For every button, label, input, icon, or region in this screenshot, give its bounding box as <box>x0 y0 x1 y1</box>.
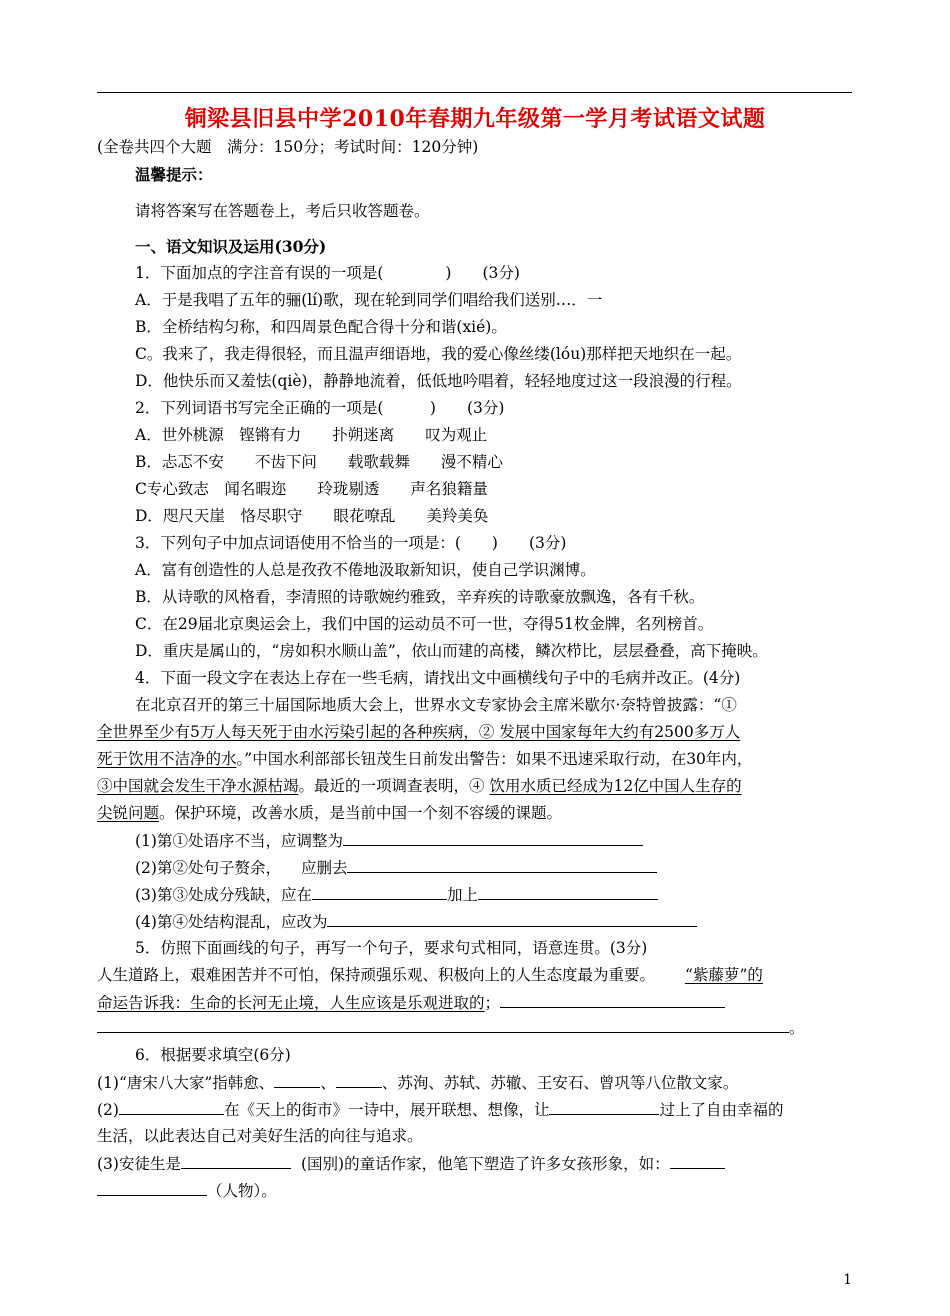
exam-title: 铜梁县旧县中学2010年春期九年级第一学月考试语文试题 <box>184 106 766 132</box>
q5-underlined-a: “紫藤萝”的 <box>685 966 763 984</box>
q6-item1-text: (1)“唐宋八大家”指韩愈、 <box>97 1074 275 1092</box>
q6-item2-text: 在《天上的街市》一诗中，展开联想、想像，让 <box>223 1101 550 1119</box>
q4-sub2-answer-blank[interactable] <box>347 856 657 873</box>
q3-option-c: C．在29届北京奥运会上，我们中国的运动员不可一世，夺得51枚金牌，名列榜首。 <box>135 615 714 633</box>
q3-option-a: A．富有创造性的人总是孜孜不倦地汲取新知识，使自己学识渊博。 <box>135 561 596 579</box>
q1-option-b: B．全桥结构匀称，和四周景色配合得十分和谐(xié)。 <box>135 318 507 336</box>
q4-sub2-label: (2)第②处句子赘余， <box>135 859 281 877</box>
q2-option-d: D．咫尺天崖 恪尽职守 眼花嘹乱 美羚美奂 <box>135 507 489 525</box>
q4-sub1 <box>135 829 643 852</box>
q4-passage-line2: 全世界至少有5万人每天死于由水污染引起的各种疾病，② 发展中国家每年大约有2500多万人 <box>97 723 741 741</box>
q4-underlined-3: ③中国就会发生干净水源枯竭 <box>97 777 299 795</box>
q4-sub3-blank-b[interactable] <box>478 883 658 900</box>
q5-answer-blank-2[interactable] <box>97 1016 789 1033</box>
q6-blank-3[interactable] <box>119 1098 224 1115</box>
q4-passage-text: 。保护环境，改善水质，是当前中国一个刻不容缓的课题。 <box>159 804 563 822</box>
tip-heading: 温馨提示： <box>135 165 213 184</box>
q6-item3-text: (国别)的童话作家，他笔下塑造了许多女孩形象，如： <box>300 1155 670 1173</box>
q4-sub4 <box>135 910 697 933</box>
q6-blank-2[interactable] <box>336 1071 382 1088</box>
q5-semicolon: ； <box>484 994 501 1012</box>
q4-underlined-4: 饮用水质已经成为12亿中国人生存的 <box>489 777 742 795</box>
q4-underlined-4b: 尖锐问题 <box>97 804 160 822</box>
q2-option-c: C专心致志 闻名暇迩 玲珑剔透 声名狼籍量 <box>135 480 488 498</box>
q6-item1-sep: 、 <box>320 1074 336 1092</box>
q6-stem: 6．根据要求填空(6分) <box>135 1046 291 1064</box>
q6-blank-1[interactable] <box>274 1071 320 1088</box>
q6-item1 <box>97 1071 738 1094</box>
q3-stem: 3．下列句子中加点词语使用不恰当的一项是：( ) (3分) <box>135 534 567 552</box>
q4-passage-text: 。”中国水利部部长钮茂生日前发出警告：如果不迅速采取行动，在30年内， <box>236 750 753 768</box>
q6-item3-cont <box>97 1179 277 1202</box>
tip-text: 请将答案写在答题卷上，考后只收答题卷。 <box>135 202 430 220</box>
q4-sub3-label-b: 加上 <box>446 886 478 904</box>
q4-passage-line4 <box>97 775 742 797</box>
header-rule <box>97 92 852 93</box>
q4-sub3 <box>135 883 658 906</box>
q3-option-d: D．重庆是属山的，“房如积水顺山盖”，依山而建的高楼，鳞次栉比，层层叠叠，高下掩映。 <box>135 642 768 660</box>
q1-stem: 1．下面加点的字注音有误的一项是( ) (3分) <box>135 264 520 282</box>
q4-passage-line5 <box>97 802 562 824</box>
q6-blank-7[interactable] <box>97 1179 207 1196</box>
q4-passage-line1: 在北京召开的第三十届国际地质大会上，世界水文专家协会主席米歇尔·奈特曾披露：“① <box>135 696 737 714</box>
exam-subtitle: (全卷共四个大题 满分：150分；考试时间：120分钟) <box>97 138 479 156</box>
q6-blank-4[interactable] <box>549 1098 659 1115</box>
q6-item2-cont: 生活，以此表达自己对美好生活的向往与追求。 <box>97 1127 423 1145</box>
page-number: 1 <box>843 1272 852 1288</box>
q4-sub4-label: (4)第④处结构混乱，应改为 <box>135 913 328 931</box>
q4-sub1-answer-blank[interactable] <box>343 829 643 846</box>
q5-line1 <box>97 964 763 986</box>
q6-item2-text-b: 过上了自由幸福的 <box>659 1101 784 1119</box>
q5-answer-blank-1[interactable] <box>500 991 725 1008</box>
q1-option-a: A．于是我唱了五年的骊(lí)歌，现在轮到同学们唱给我们送别…．一 <box>135 291 603 309</box>
section-heading: 一、语文知识及运用(30分) <box>135 237 327 256</box>
q4-underlined-2: 死于饮用不洁净的水 <box>97 750 237 768</box>
q6-item2-label: (2) <box>97 1101 119 1119</box>
q4-sub2 <box>135 856 657 879</box>
q5-underlined-b: 命运告诉我：生命的长河无止境，人生应该是乐观进取的 <box>97 994 485 1012</box>
q4-sub1-label: (1)第①处语序不当，应调整为 <box>135 832 343 850</box>
q1-option-d: D．他快乐而又羞怯(qiè)，静静地流着，低低地吟唱着，轻轻地度过这一段浪漫的行程。 <box>135 372 742 390</box>
q4-sub4-answer-blank[interactable] <box>327 910 697 927</box>
q6-item1-text-b: 、苏洵、苏轼、苏辙、王安石、曾巩等八位散文家。 <box>381 1074 739 1092</box>
q6-item3 <box>97 1152 725 1175</box>
q6-item3-label: (3)安徒生是 <box>97 1155 181 1173</box>
q4-passage-line3 <box>97 748 752 770</box>
q4-sub2-label-b: 应删去 <box>300 859 348 877</box>
q4-stem: 4．下面一段文字在表达上存在一些毛病，请找出文中画横线句子中的毛病并改正。(4分) <box>135 669 741 687</box>
q6-blank-5[interactable] <box>181 1152 291 1169</box>
q2-option-b: B．忐忑不安 不齿下问 载歌载舞 漫不精心 <box>135 453 503 471</box>
q5-line3 <box>97 1016 805 1039</box>
q5-line2 <box>97 991 725 1014</box>
q5-text: 人生道路上，艰难困苦并不可怕，保持顽强乐观、积极向上的人生态度最为重要。 <box>97 966 656 984</box>
q4-passage-text: 。最近的一项调查表明，④ <box>298 777 490 795</box>
q2-option-a: A．世外桃源 铿锵有力 扑朔迷离 叹为观止 <box>135 426 488 444</box>
q5-stem: 5．仿照下面画线的句子，再写一个句子，要求句式相同，语意连贯。(3分) <box>135 939 648 957</box>
q6-item3-end: （人物）。 <box>207 1182 277 1200</box>
q4-sub3-label: (3)第③处成分残缺，应在 <box>135 886 312 904</box>
q2-stem: 2．下列词语书写完全正确的一项是( ) (3分) <box>135 399 505 417</box>
q3-option-b: B．从诗歌的风格看，李清照的诗歌婉约雅致，辛弃疾的诗歌豪放飘逸，各有千秋。 <box>135 588 705 606</box>
q1-option-c: C。我来了，我走得很轻，而且温声细语地，我的爱心像丝缕(lóu)那样把天地织在一起。 <box>135 345 742 363</box>
q6-item2 <box>97 1098 784 1121</box>
q6-blank-6[interactable] <box>670 1152 725 1169</box>
q4-sub3-blank-a[interactable] <box>312 883 447 900</box>
q5-end: 。 <box>789 1019 805 1037</box>
